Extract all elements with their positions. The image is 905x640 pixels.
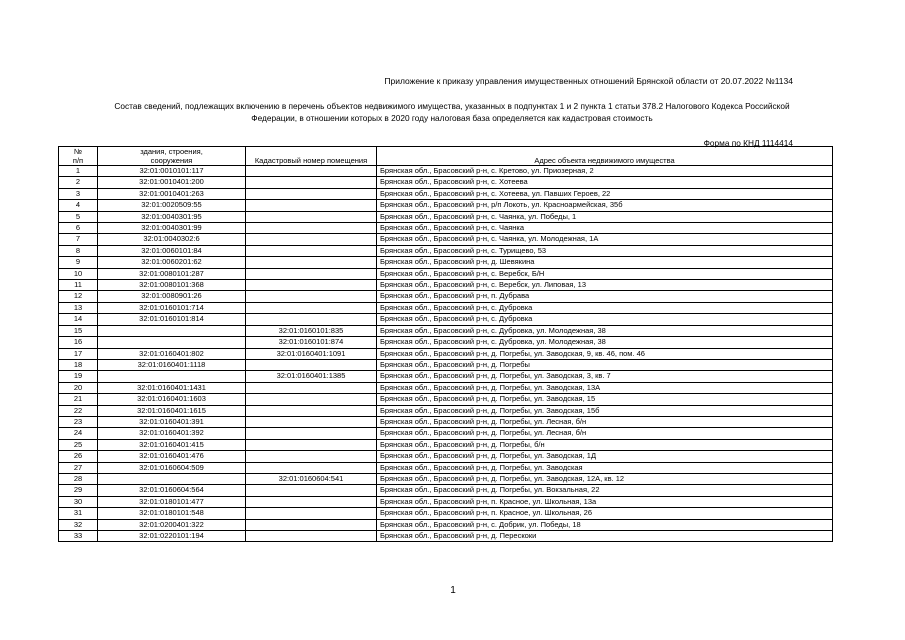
table-row	[59, 439, 833, 450]
building-cadastral-cell: 32:01:0160604:564	[98, 485, 246, 496]
row-number-cell: 33	[59, 531, 98, 542]
table-row	[59, 428, 833, 439]
table-row	[59, 177, 833, 188]
row-number-cell: 5	[59, 211, 98, 222]
row-number-cell: 3	[59, 188, 98, 199]
address-cell: Брянская обл., Брасовский р-н, с. Веребск, ул. Липовая, 13	[377, 280, 833, 291]
address-cell: Брянская обл., Брасовский р-н, д. Шевякина	[377, 257, 833, 268]
row-number-cell: 4	[59, 200, 98, 211]
address-cell: Брянская обл., Брасовский р-н, с. Чаянка, ул. Молодежная, 1А	[377, 234, 833, 245]
column-header-building-line-1: здания, строения,	[140, 147, 203, 156]
column-header-number	[59, 147, 98, 166]
building-cadastral-cell: 32:01:0080101:287	[98, 268, 246, 279]
address-cell: Брянская обл., Брасовский р-н, д. Погребы, ул. Заводская, 9, кв. 46, пом. 46	[377, 348, 833, 359]
table-row	[59, 359, 833, 370]
row-number-cell: 10	[59, 268, 98, 279]
document-title	[60, 101, 844, 124]
table-row	[59, 166, 833, 177]
building-cadastral-cell: 32:01:0160401:391	[98, 416, 246, 427]
room-cadastral-cell	[246, 519, 377, 530]
address-cell: Брянская обл., Брасовский р-н, д. Погребы, ул. Лесная, б/н	[377, 428, 833, 439]
column-header-building-cadastral	[98, 147, 246, 166]
room-cadastral-cell	[246, 234, 377, 245]
row-number-cell: 25	[59, 439, 98, 450]
room-cadastral-cell	[246, 257, 377, 268]
room-cadastral-cell	[246, 508, 377, 519]
address-cell: Брянская обл., Брасовский р-н, д. Погребы, ул. Заводская	[377, 462, 833, 473]
row-number-cell: 32	[59, 519, 98, 530]
address-cell: Брянская обл., Брасовский р-н, с. Чаянка	[377, 223, 833, 234]
table-row	[59, 211, 833, 222]
row-number-cell: 27	[59, 462, 98, 473]
room-cadastral-cell	[246, 166, 377, 177]
address-cell: Брянская обл., Брасовский р-н, п. Дубрава	[377, 291, 833, 302]
room-cadastral-cell	[246, 416, 377, 427]
address-cell: Брянская обл., Брасовский р-н, п. Красное, ул. Школьная, 26	[377, 508, 833, 519]
address-cell: Брянская обл., Брасовский р-н, р/п Локоть, ул. Красноармейская, 35б	[377, 200, 833, 211]
address-cell: Брянская обл., Брасовский р-н, с. Дубровка	[377, 314, 833, 325]
building-cadastral-cell: 32:01:0160401:802	[98, 348, 246, 359]
row-number-cell: 21	[59, 394, 98, 405]
page-number: 1	[450, 585, 456, 596]
room-cadastral-cell	[246, 485, 377, 496]
row-number-cell: 30	[59, 496, 98, 507]
column-header-building-line-2: сооружения	[150, 156, 193, 165]
table-row	[59, 337, 833, 348]
building-cadastral-cell: 32:01:0160401:392	[98, 428, 246, 439]
room-cadastral-cell	[246, 496, 377, 507]
room-cadastral-cell	[246, 359, 377, 370]
room-cadastral-cell: 32:01:0160604:541	[246, 473, 377, 484]
row-number-cell: 7	[59, 234, 98, 245]
row-number-cell: 24	[59, 428, 98, 439]
column-header-room-cadastral: Кадастровый номер помещения	[246, 147, 377, 166]
room-cadastral-cell	[246, 394, 377, 405]
row-number-cell: 19	[59, 371, 98, 382]
building-cadastral-cell	[98, 325, 246, 336]
table-row	[59, 234, 833, 245]
address-cell: Брянская обл., Брасовский р-н, д. Погребы, ул. Заводская, 3, кв. 7	[377, 371, 833, 382]
row-number-cell: 9	[59, 257, 98, 268]
address-cell: Брянская обл., Брасовский р-н, с. Дубровка, ул. Молодежная, 38	[377, 325, 833, 336]
table-header-row	[59, 147, 833, 166]
row-number-cell: 8	[59, 245, 98, 256]
row-number-cell: 15	[59, 325, 98, 336]
table-row	[59, 485, 833, 496]
room-cadastral-cell: 32:01:0160401:1091	[246, 348, 377, 359]
building-cadastral-cell: 32:01:0160401:1603	[98, 394, 246, 405]
address-cell: Брянская обл., Брасовский р-н, д. Перескоки	[377, 531, 833, 542]
table-row	[59, 519, 833, 530]
table-row	[59, 257, 833, 268]
address-cell: Брянская обл., Брасовский р-н, с. Кретово, ул. Приозерная, 2	[377, 166, 833, 177]
building-cadastral-cell: 32:01:0180101:477	[98, 496, 246, 507]
room-cadastral-cell: 32:01:0160101:874	[246, 337, 377, 348]
row-number-cell: 11	[59, 280, 98, 291]
room-cadastral-cell	[246, 382, 377, 393]
building-cadastral-cell	[98, 371, 246, 382]
room-cadastral-cell	[246, 428, 377, 439]
row-number-cell: 18	[59, 359, 98, 370]
table-row	[59, 473, 833, 484]
row-number-cell: 2	[59, 177, 98, 188]
address-cell: Брянская обл., Брасовский р-н, п. Красное, ул. Школьная, 13а	[377, 496, 833, 507]
room-cadastral-cell	[246, 405, 377, 416]
building-cadastral-cell: 32:01:0160401:1431	[98, 382, 246, 393]
row-number-cell: 13	[59, 302, 98, 313]
address-cell: Брянская обл., Брасовский р-н, д. Погребы, ул. Заводская, 15б	[377, 405, 833, 416]
column-header-number-line-2: п/п	[72, 156, 84, 165]
room-cadastral-cell	[246, 302, 377, 313]
building-cadastral-cell: 32:01:0020509:55	[98, 200, 246, 211]
room-cadastral-cell	[246, 462, 377, 473]
building-cadastral-cell: 32:01:0040302:6	[98, 234, 246, 245]
room-cadastral-cell	[246, 245, 377, 256]
building-cadastral-cell	[98, 473, 246, 484]
building-cadastral-cell: 32:01:0040301:99	[98, 223, 246, 234]
address-cell: Брянская обл., Брасовский р-н, д. Погребы, ул. Заводская, 1Д	[377, 451, 833, 462]
table-row	[59, 245, 833, 256]
appendix-reference: Приложение к приказу управления имущественных отношений Брянской области от 20.07.2022 №1134	[384, 76, 793, 86]
table-row	[59, 348, 833, 359]
row-number-cell: 14	[59, 314, 98, 325]
room-cadastral-cell	[246, 314, 377, 325]
table-row	[59, 508, 833, 519]
column-header-number-line-1: №	[73, 147, 83, 156]
row-number-cell: 20	[59, 382, 98, 393]
row-number-cell: 16	[59, 337, 98, 348]
row-number-cell: 28	[59, 473, 98, 484]
table-row	[59, 291, 833, 302]
building-cadastral-cell: 32:01:0160401:1118	[98, 359, 246, 370]
table-row	[59, 462, 833, 473]
table-row	[59, 302, 833, 313]
row-number-cell: 31	[59, 508, 98, 519]
table-row	[59, 531, 833, 542]
building-cadastral-cell: 32:01:0040301:95	[98, 211, 246, 222]
address-cell: Брянская обл., Брасовский р-н, с. Хотеева, ул. Павших Героев, 22	[377, 188, 833, 199]
room-cadastral-cell	[246, 177, 377, 188]
building-cadastral-cell: 32:01:0010101:117	[98, 166, 246, 177]
row-number-cell: 17	[59, 348, 98, 359]
table-row	[59, 200, 833, 211]
building-cadastral-cell: 32:01:0060201:62	[98, 257, 246, 268]
address-cell: Брянская обл., Брасовский р-н, с. Чаянка, ул. Победы, 1	[377, 211, 833, 222]
table-row	[59, 268, 833, 279]
table-row	[59, 496, 833, 507]
row-number-cell: 23	[59, 416, 98, 427]
address-cell: Брянская обл., Брасовский р-н, д. Погребы, ул. Заводская, 15	[377, 394, 833, 405]
address-cell: Брянская обл., Брасовский р-н, с. Добрик, ул. Победы, 18	[377, 519, 833, 530]
table-row	[59, 325, 833, 336]
room-cadastral-cell	[246, 531, 377, 542]
building-cadastral-cell: 32:01:0160101:814	[98, 314, 246, 325]
address-cell: Брянская обл., Брасовский р-н, д. Погребы, ул. Заводская, 13А	[377, 382, 833, 393]
room-cadastral-cell	[246, 268, 377, 279]
building-cadastral-cell: 32:01:0160604:509	[98, 462, 246, 473]
address-cell: Брянская обл., Брасовский р-н, д. Погребы, ул. Вокзальная, 22	[377, 485, 833, 496]
building-cadastral-cell: 32:01:0160401:476	[98, 451, 246, 462]
address-cell: Брянская обл., Брасовский р-н, с. Турищево, 53	[377, 245, 833, 256]
row-number-cell: 6	[59, 223, 98, 234]
property-registry-table	[58, 146, 833, 542]
table-row	[59, 223, 833, 234]
room-cadastral-cell	[246, 439, 377, 450]
table-row	[59, 371, 833, 382]
table-row	[59, 280, 833, 291]
row-number-cell: 12	[59, 291, 98, 302]
building-cadastral-cell: 32:01:0080101:368	[98, 280, 246, 291]
address-cell: Брянская обл., Брасовский р-н, д. Погребы, ул. Заводская, 12А, кв. 12	[377, 473, 833, 484]
room-cadastral-cell	[246, 280, 377, 291]
building-cadastral-cell: 32:01:0060101:84	[98, 245, 246, 256]
building-cadastral-cell: 32:01:0010401:200	[98, 177, 246, 188]
building-cadastral-cell: 32:01:0160401:1615	[98, 405, 246, 416]
address-cell: Брянская обл., Брасовский р-н, д. Погребы	[377, 359, 833, 370]
table-row	[59, 382, 833, 393]
room-cadastral-cell	[246, 188, 377, 199]
table-body	[59, 166, 833, 542]
row-number-cell: 26	[59, 451, 98, 462]
row-number-cell: 22	[59, 405, 98, 416]
table-row	[59, 416, 833, 427]
document-title-line-1: Состав сведений, подлежащих включению в перечень объектов недвижимого имущества, указанных в подпунктах 1 и 2 пункта 1 статьи 378.2 Налогового Кодекса Российской	[114, 101, 790, 111]
table-row	[59, 451, 833, 462]
address-cell: Брянская обл., Брасовский р-н, д. Погребы, б/н	[377, 439, 833, 450]
document-title-line-2: Федерации, в отношении которых в 2020 году налоговая база определяется как кадастровая стоимость	[251, 112, 653, 123]
address-cell: Брянская обл., Брасовский р-н, с. Дубровка	[377, 302, 833, 313]
address-cell: Брянская обл., Брасовский р-н, д. Погребы, ул. Лесная, б/н	[377, 416, 833, 427]
table-row	[59, 188, 833, 199]
room-cadastral-cell: 32:01:0160101:835	[246, 325, 377, 336]
column-header-address: Адрес объекта недвижимого имущества	[377, 147, 833, 166]
building-cadastral-cell: 32:01:0200401:322	[98, 519, 246, 530]
row-number-cell: 1	[59, 166, 98, 177]
building-cadastral-cell: 32:01:0080901:26	[98, 291, 246, 302]
room-cadastral-cell	[246, 200, 377, 211]
building-cadastral-cell	[98, 337, 246, 348]
room-cadastral-cell	[246, 291, 377, 302]
form-code: Форма по КНД 1114414	[703, 138, 793, 148]
table-row	[59, 394, 833, 405]
address-cell: Брянская обл., Брасовский р-н, с. Хотеева	[377, 177, 833, 188]
room-cadastral-cell	[246, 211, 377, 222]
building-cadastral-cell: 32:01:0160401:415	[98, 439, 246, 450]
building-cadastral-cell: 32:01:0010401:263	[98, 188, 246, 199]
table-row	[59, 314, 833, 325]
room-cadastral-cell: 32:01:0160401:1385	[246, 371, 377, 382]
row-number-cell: 29	[59, 485, 98, 496]
building-cadastral-cell: 32:01:0220101:194	[98, 531, 246, 542]
room-cadastral-cell	[246, 223, 377, 234]
building-cadastral-cell: 32:01:0180101:548	[98, 508, 246, 519]
room-cadastral-cell	[246, 451, 377, 462]
table-row	[59, 405, 833, 416]
address-cell: Брянская обл., Брасовский р-н, с. Веребск, Б/Н	[377, 268, 833, 279]
building-cadastral-cell: 32:01:0160101:714	[98, 302, 246, 313]
address-cell: Брянская обл., Брасовский р-н, с. Дубровка, ул. Молодежная, 38	[377, 337, 833, 348]
